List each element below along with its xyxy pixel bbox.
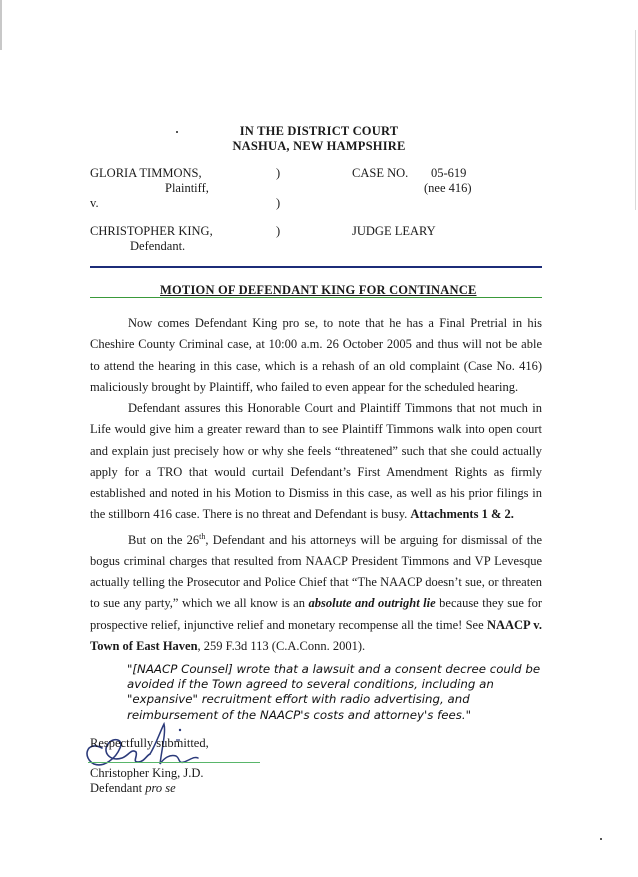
judge-name: JUDGE LEARY	[352, 224, 436, 238]
paragraph-3-b: , Defendant and his attorneys will be arguing for dismissal of the bogus criminal charges that resulted from NAACP President Timmons and VP Levesque actually telling the Prosecutor and Police Chief that “The NAACP doesn’t sue, or threaten to sue any party,” which we all know is an	[90, 532, 542, 611]
title-rule-top	[90, 266, 542, 268]
scan-edge-right	[635, 30, 636, 210]
paragraph-1: Now comes Defendant King pro se, to note that he has a Final Pretrial in his Cheshire County Criminal case, at 10:00 a.m. 26 October 2005 and thus will not be able to attend the hearing in this case, which is a rehash of an old complaint (Case No. 416) maliciously brought by Plaintiff, who failed to even appear for the scheduled hearing.	[90, 316, 542, 394]
block-quote: "[NAACP Counsel] wrote that a lawsuit and a consent decree could be avoided if the Town agreed to several conditions, including an "expansive" recruitment effort with radio advertising, and reimbursement of the NAACP's costs and attorney's fees."	[127, 662, 541, 722]
motion-title: MOTION OF DEFENDANT KING FOR CONTINANCE	[160, 283, 477, 297]
paragraph-2	[90, 398, 542, 526]
motion-body	[90, 313, 542, 657]
case-citation-name: NAACP v. Town of East Haven	[90, 617, 542, 653]
emphasis-lie: absolute and outright lie	[308, 596, 436, 611]
defendant-name: CHRISTOPHER KING,	[90, 224, 213, 238]
title-rule-bottom	[90, 297, 542, 298]
signature-line	[88, 762, 260, 763]
court-location: NASHUA, NEW HAMPSHIRE	[232, 139, 406, 153]
case-citation: , 259 F.3d 113 (C.A.Conn. 2001).	[197, 638, 366, 653]
defendant-role: Defendant.	[130, 239, 186, 253]
scan-edge-left	[0, 0, 2, 50]
ordinal-suffix: th	[199, 531, 206, 541]
respectfully-submitted: Respectfully submitted,	[90, 736, 209, 750]
caption-paren: )	[276, 166, 281, 180]
paragraph-3-c: because they sue for prospective relief, injunctive relief and monetary recompense all the time! See	[90, 596, 542, 632]
case-number-former: (nee 416)	[424, 181, 472, 195]
signer-name: Christopher King, J.D.	[90, 766, 204, 780]
signer-role-text: Defendant	[90, 781, 143, 795]
paragraph-3-a: But on the 26	[128, 532, 200, 547]
court-name: IN THE DISTRICT COURT	[239, 124, 399, 138]
paragraph-2-text: Defendant assures this Honorable Court and Plaintiff Timmons that not much in Life would give him a greater reward than to see Plaintiff Timmons walk into open court and explain just precisely how or why she feels “threatened” such that she could actually apply for a TRO that would curtail Defendant’s First Amendment Rights as firmly established and noted in his Motion to Dismiss in this case, as well as his prior filings in the stillborn 416 case. There is no threat and Defendant is busy.	[90, 401, 542, 522]
signer-role	[90, 781, 176, 796]
attachments-ref: Attachments 1 & 2.	[410, 507, 514, 522]
scan-speck	[176, 131, 178, 133]
plaintiff-name: GLORIA TIMMONS,	[90, 166, 202, 180]
scan-speck	[600, 838, 602, 840]
case-label: CASE NO.	[352, 166, 409, 180]
caption-paren: )	[276, 196, 281, 210]
versus: v.	[90, 196, 99, 210]
case-number: 05-619	[431, 166, 467, 180]
plaintiff-role: Plaintiff,	[165, 181, 209, 195]
paragraph-3	[90, 526, 542, 658]
pro-se: pro se	[145, 781, 176, 795]
caption-paren: )	[276, 224, 281, 238]
